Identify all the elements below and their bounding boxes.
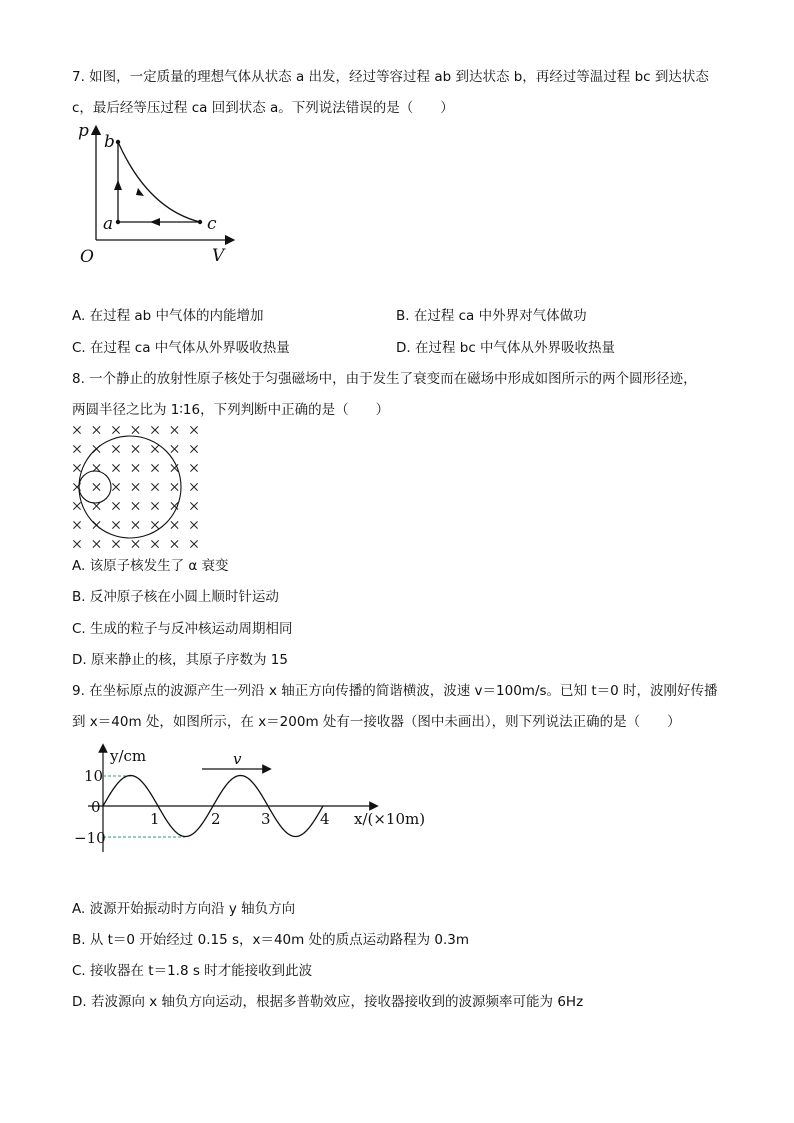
- q9-stem-line2: 到 x＝40m 处，如图所示，在 x＝200m 处有一接收器（图中未画出），则下列说法正确的是（ ）: [72, 714, 681, 730]
- q7-point-c: c: [207, 214, 217, 234]
- q7-option-c: C. 在过程 ca 中气体从外界吸收热量: [72, 340, 290, 356]
- q7-v-label: V: [212, 246, 225, 266]
- q7-p-label: p: [78, 121, 89, 141]
- q7-option-d: D. 在过程 bc 中气体从外界吸收热量: [396, 340, 616, 356]
- q7-stem-line1: 7. 如图，一定质量的理想气体从状态 a 出发，经过等容过程 ab 到达状态 b，再经过等温过程 bc 到达状态: [72, 69, 709, 85]
- q8-option-d: D. 原来静止的核，其原子序数为 15: [72, 652, 288, 668]
- q9-option-a: A. 波源开始振动时方向沿 y 轴负方向: [72, 901, 296, 917]
- q9-option-d: D. 若波源向 x 轴负方向运动，根据多普勒效应，接收器接收到的波源频率可能为 6Hz: [72, 994, 584, 1010]
- q9-y-tick-neg10: −10: [74, 829, 106, 847]
- q8-stem-line1: 8. 一个静止的放射性原子核处于匀强磁场中，由于发生了衰变而在磁场中形成如图所示的两个圆形径迹，: [72, 371, 697, 387]
- q8-stem-line2: 两圆半径之比为 1∶16，下列判断中正确的是（ ）: [72, 402, 390, 418]
- q9-x-axis-label: x/(×10m): [354, 810, 426, 828]
- q9-x-tick-2: 2: [211, 810, 221, 828]
- q9-y-tick-10: 10: [84, 767, 104, 785]
- q7-origin-label: O: [80, 247, 94, 267]
- q9-stem-line1: 9. 在坐标原点的波源产生一列沿 x 轴正方向传播的简谐横波，波速 v＝100m/s。已知 t＝0 时，波刚好传播: [72, 683, 718, 699]
- q9-y-axis-label: y/cm: [110, 747, 147, 765]
- q8-option-b: B. 反冲原子核在小圆上顺时针运动: [72, 589, 279, 605]
- q8-option-a: A. 该原子核发生了 α 衰变: [72, 558, 229, 574]
- q9-option-b: B. 从 t＝0 开始经过 0.15 s，x＝40m 处的质点运动路程为 0.3m: [72, 932, 470, 948]
- q7-option-a: A. 在过程 ab 中气体的内能增加: [72, 308, 264, 324]
- q7-point-b: b: [104, 132, 115, 152]
- q9-x-tick-4: 4: [320, 810, 330, 828]
- q7-option-b: B. 在过程 ca 中外界对气体做功: [396, 308, 587, 324]
- q9-x-tick-1: 1: [150, 810, 160, 828]
- q7-point-a: a: [103, 214, 114, 234]
- q9-velocity-label: v: [233, 750, 242, 768]
- q9-y-tick-0: 0: [91, 798, 101, 816]
- q9-option-c: C. 接收器在 t＝1.8 s 时才能接收到此波: [72, 963, 313, 979]
- q9-x-tick-3: 3: [261, 810, 271, 828]
- q8-option-c: C. 生成的粒子与反冲核运动周期相同: [72, 621, 293, 637]
- q7-stem-line2: c，最后经等压过程 ca 回到状态 a。下列说法错误的是（ ）: [72, 100, 454, 116]
